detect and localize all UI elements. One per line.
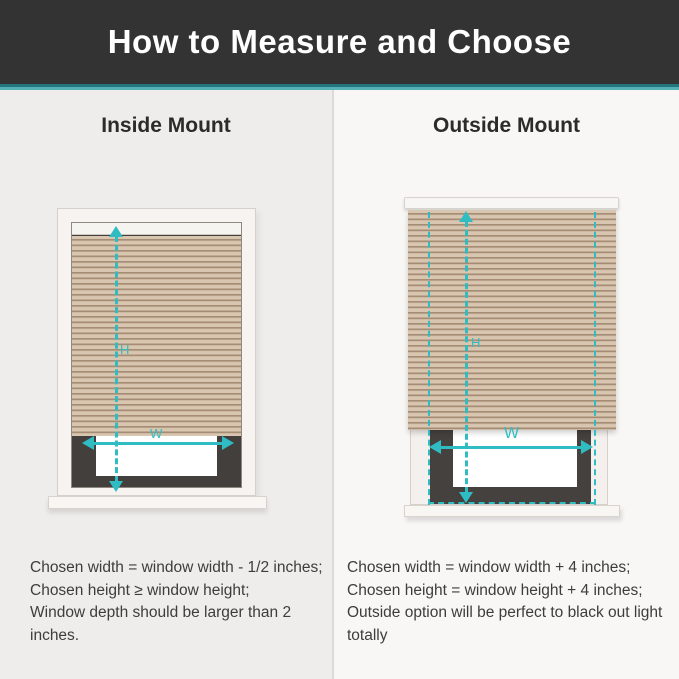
inside-width-arrow-right-icon (222, 436, 234, 450)
outside-cellular-shade (408, 210, 616, 430)
inside-cellular-shade (72, 236, 241, 436)
outside-width-arrow-right-icon (581, 440, 593, 454)
inside-mount-title: Inside Mount (101, 114, 231, 137)
inside-window-sill (48, 496, 267, 509)
inside-mount-notes (30, 557, 332, 647)
outside-note-height: Chosen height = window height + 4 inches; (347, 581, 643, 599)
outside-mount-title: Outside Mount (433, 114, 580, 137)
page-title: How to Measure and Choose (107, 23, 572, 60)
outside-height-label: H (471, 335, 481, 350)
outside-note-blackout: Outside option will be perfect to black out light totally (347, 604, 663, 644)
inside-width-label: W (150, 426, 163, 441)
outside-mount-panel (334, 90, 679, 679)
outside-width-guide-left (428, 212, 430, 505)
inside-height-arrow (115, 236, 118, 482)
outside-width-label: W (504, 425, 520, 442)
inside-note-height: Chosen height ≥ window height; (30, 581, 250, 599)
outside-mount-notes (347, 557, 679, 647)
outside-shade-headrail (404, 197, 619, 209)
outside-height-arrow (465, 221, 468, 493)
inside-height-arrow-down-icon (109, 481, 123, 492)
inside-shade-headrail (72, 223, 241, 235)
inside-width-arrow (93, 442, 223, 445)
header-bar (0, 0, 679, 84)
outside-window-sill (404, 505, 620, 517)
inside-mount-panel (0, 90, 334, 679)
outside-width-guide-right (594, 212, 596, 505)
inside-window-opening (71, 222, 242, 488)
outside-width-arrow (440, 446, 582, 449)
outside-note-width: Chosen width = window width + 4 inches; (347, 559, 631, 576)
inside-note-depth: Window depth should be larger than 2 inches. (30, 604, 292, 644)
outside-height-baseline (428, 502, 596, 504)
inside-height-label: H (120, 342, 130, 357)
inside-note-width: Chosen width = window width - 1/2 inches; (30, 559, 323, 576)
